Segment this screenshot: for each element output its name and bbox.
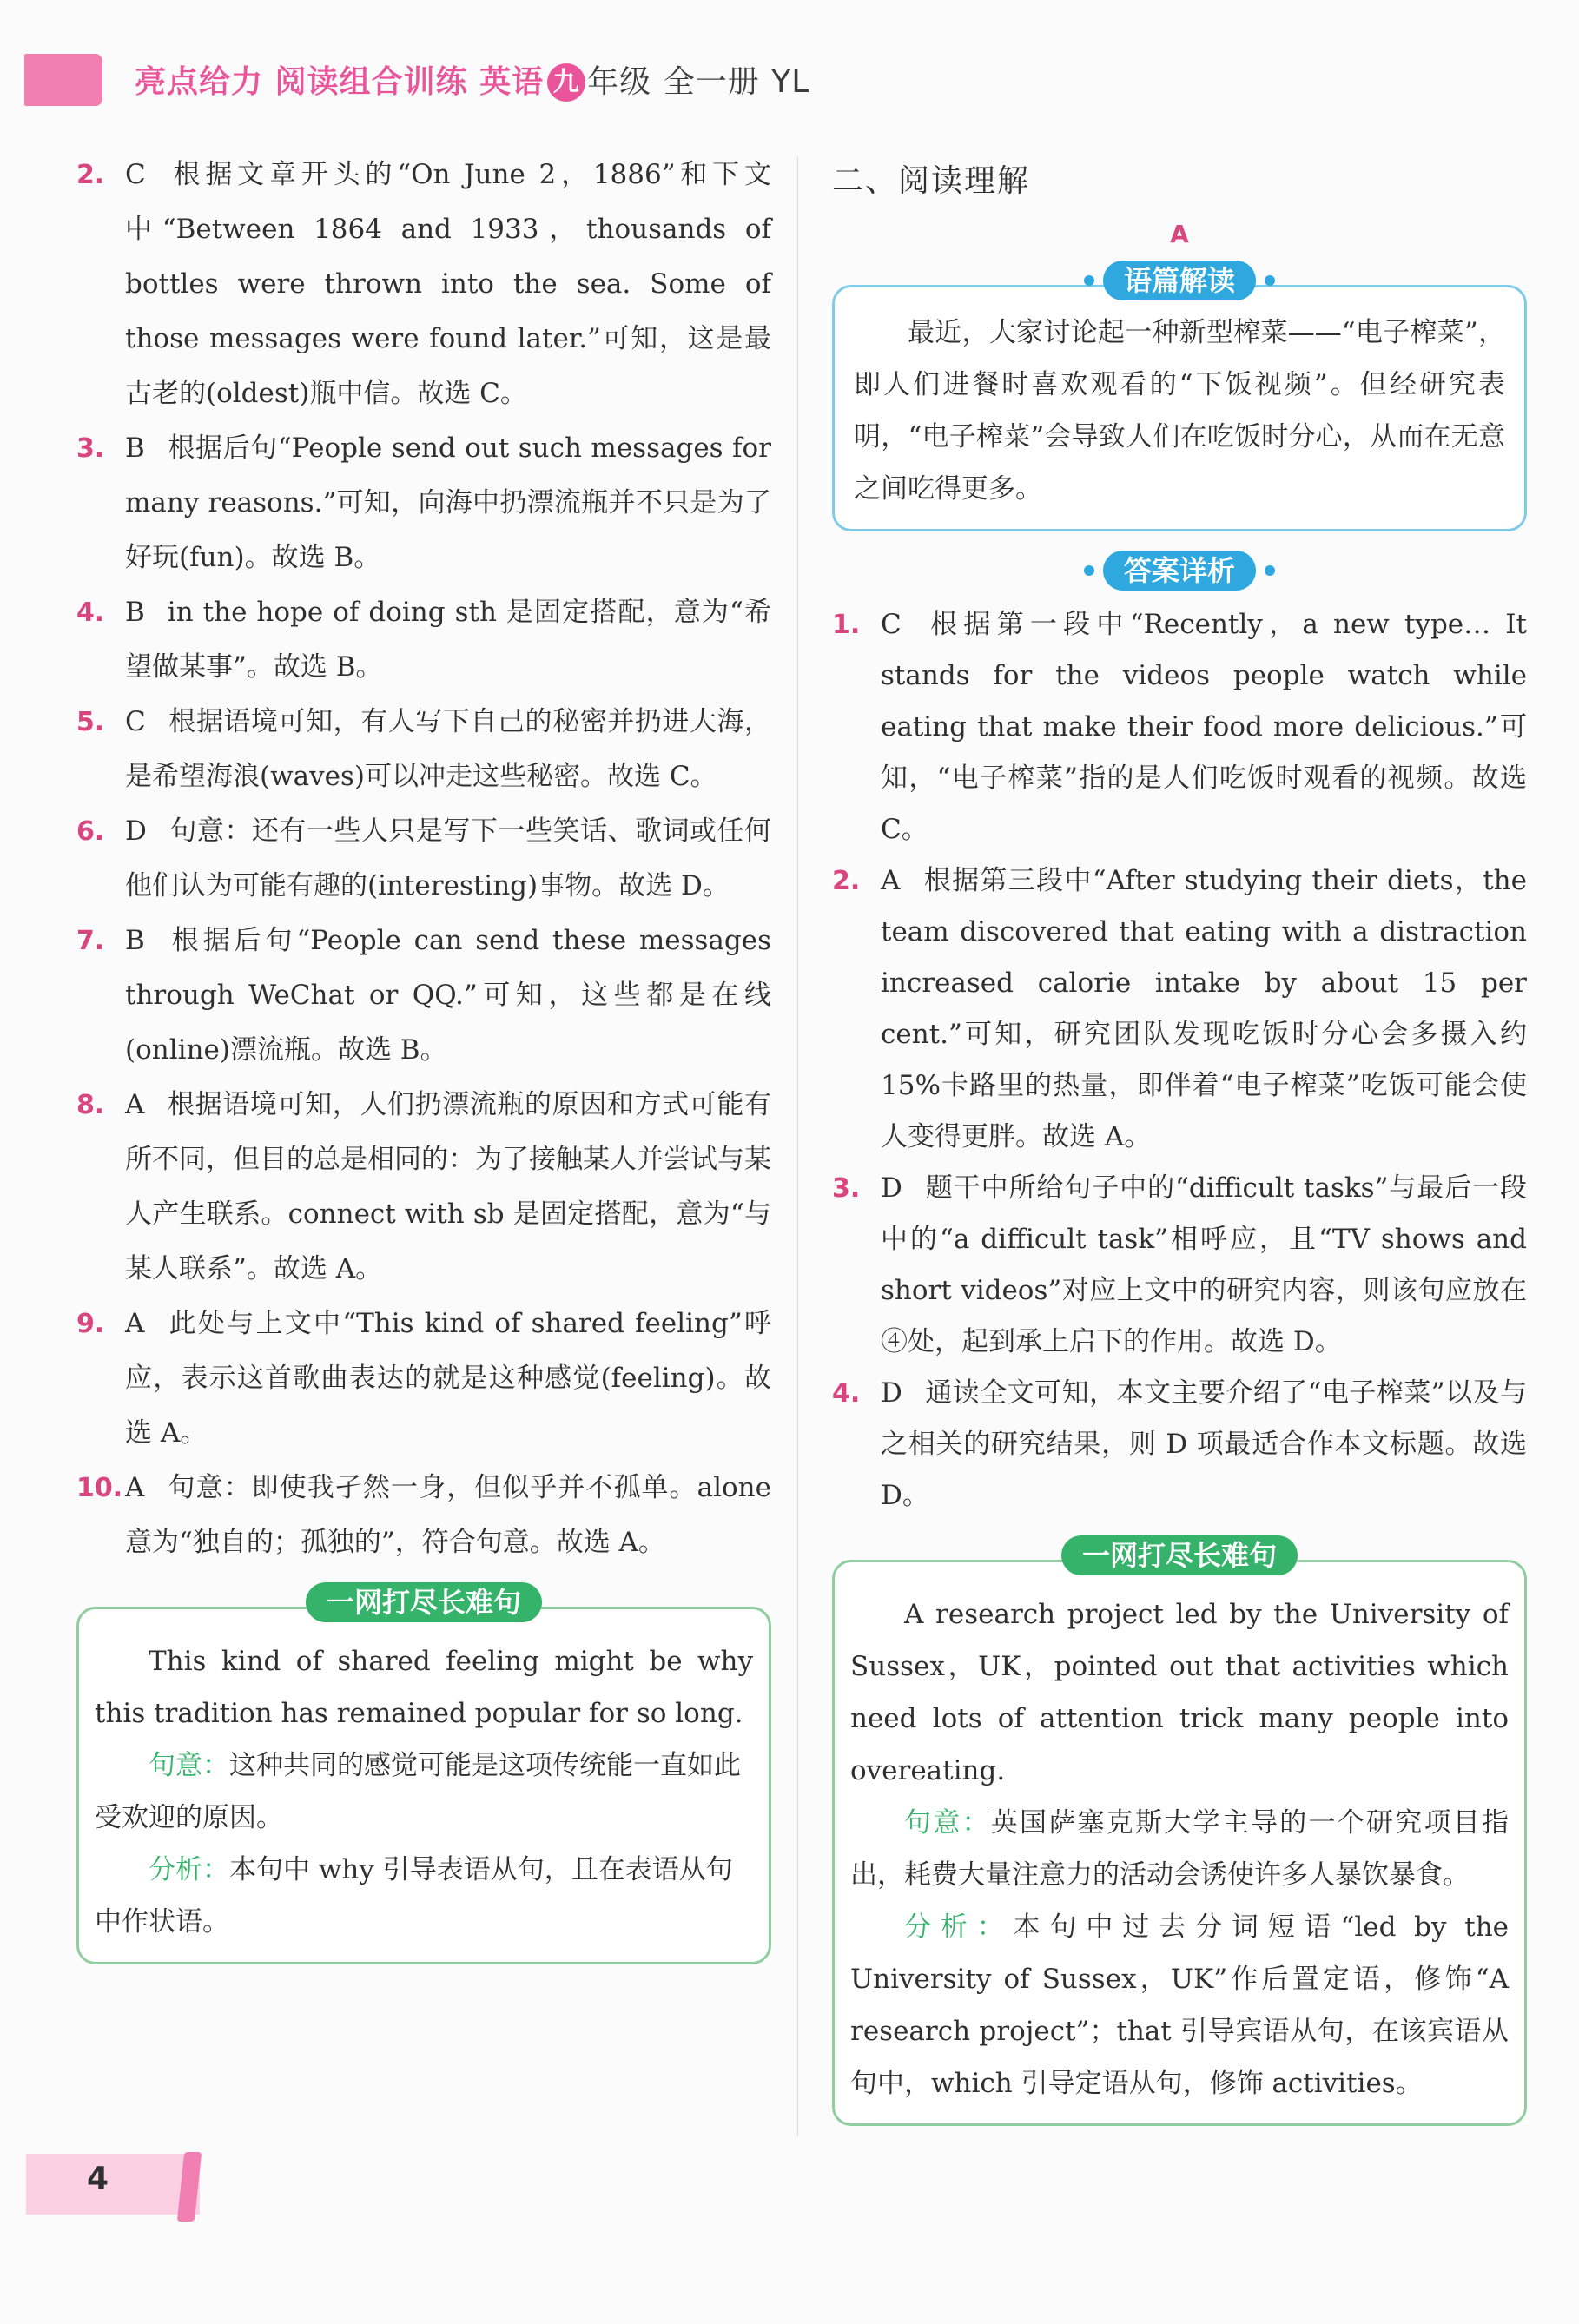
- tag-dot: [1084, 565, 1094, 576]
- explanation: 题干中所给句子中的“difficult tasks”与最后一段中的“a difficult task”相呼应，且“TV shows and short videos”对应上文中的研究内容，则该句应放在④处，起到承上启下的作用。故选 D。: [881, 1172, 1527, 1357]
- long-sentence-tag-row: [76, 1582, 771, 1627]
- grade-word: 年级: [587, 64, 652, 100]
- item-number: 10.: [76, 1473, 123, 1503]
- item-number: 4.: [76, 598, 105, 628]
- item-number: 2.: [76, 160, 105, 190]
- explanation: 通读全文可知，本文主要介绍了“电子榨菜”以及与之相关的研究结果，则 D 项最适合作本文标题。故选 D。: [881, 1377, 1527, 1511]
- meaning-label: 句意：: [904, 1807, 991, 1839]
- sentence-analysis: [95, 1844, 753, 1948]
- answer-item: [76, 695, 771, 804]
- answer-letter: B: [125, 432, 145, 464]
- answer-letter: D: [881, 1172, 902, 1204]
- answers-tag-row: [832, 551, 1527, 596]
- item-number: 6.: [76, 816, 105, 847]
- explanation: 此处与上文中“This kind of shared feeling”呼应，表示这首歌曲表达的就是这种感觉(feeling)。故选 A。: [125, 1308, 771, 1449]
- analysis-label: 分析：: [904, 1911, 1014, 1943]
- explanation: 根据语境可知，人们扔漂流瓶的原因和方式可能有所不同，但目的总是相同的：为了接触某人并尝试与某人产生联系。connect with sb 是固定搭配，意为“与某人联系”。故选 A。: [125, 1089, 771, 1284]
- answer-item: [76, 148, 771, 421]
- explanation: 句意：即使我孑然一身，但似乎并不孤单。alone 意为“独自的；孤独的”，符合句意。故选 A。: [125, 1472, 771, 1558]
- long-sentence-box: [76, 1607, 771, 1964]
- answer-item: [76, 421, 771, 585]
- explanation: in the hope of doing sth 是固定搭配，意为“希望做某事”。故选 B。: [125, 597, 771, 683]
- right-column: [832, 148, 1527, 2126]
- answer-item: [832, 599, 1527, 855]
- volume: 全一册: [663, 64, 760, 100]
- edition: YL: [771, 64, 810, 100]
- explanation: 根据后句“People send out such messages for many reasons.”可知，向海中扔漂流瓶并不只是为了好玩(fun)。故选 B。: [125, 432, 771, 573]
- brand: 亮点给力: [135, 64, 264, 100]
- answer-letter: A: [125, 1308, 145, 1339]
- item-number: 8.: [76, 1090, 105, 1120]
- answer-item: [76, 1297, 771, 1461]
- item-number: 9.: [76, 1309, 105, 1339]
- item-number: 3.: [832, 1173, 861, 1204]
- key-sentence: A research project led by the University of Sussex，UK，pointed out that activities which need lots of attention trick many people into overeating.: [850, 1599, 1509, 1786]
- long-sentence-tag: 一网打尽长难句: [1061, 1535, 1298, 1575]
- explanation: 根据第一段中“Recently，a new type… It stands for the videos people watch while eating that make their food more delicious.”可知，“电子榨菜”指的是人们吃饭时观看的视频。故选 C。: [881, 609, 1527, 845]
- meaning-label: 句意：: [149, 1750, 229, 1781]
- left-column: [76, 148, 771, 1964]
- answer-letter: D: [881, 1377, 902, 1409]
- header-tab: [24, 54, 102, 106]
- explanation: 根据第三段中“After studying their diets，the team discovered that eating with a distraction increased calorie intake by about 15 per cent.”可知，研究团队发现吃饭时分心会多摄入约 15%卡路里的热量，即伴着“电子榨菜”吃饭可能会使人变得更胖。故选 A。: [881, 865, 1527, 1152]
- subject: 英语: [479, 64, 545, 100]
- grade-badge: 九: [547, 63, 585, 102]
- item-number: 2.: [832, 866, 861, 896]
- item-number: 5.: [76, 707, 105, 737]
- long-sentence-tag-row: [832, 1535, 1527, 1581]
- answer-item: [76, 914, 771, 1078]
- answer-item: [832, 1368, 1527, 1522]
- book-title: [135, 57, 809, 102]
- page-number: 4: [87, 2161, 109, 2196]
- column-divider: [797, 156, 798, 2136]
- tag-dot: [1265, 565, 1275, 576]
- answer-letter: C: [125, 706, 146, 737]
- section-title: 二、阅读理解: [832, 163, 1031, 199]
- long-sentence-box: [832, 1560, 1527, 2126]
- item-number: 4.: [832, 1378, 861, 1409]
- series: 阅读组合训练: [274, 64, 468, 100]
- answers-tag-label: 答案详析: [1123, 554, 1235, 587]
- summary-tag-label: 语篇解读: [1123, 264, 1235, 297]
- explanation: 句意：还有一些人只是写下一些笑话、歌词或任何他们认为可能有趣的(interesting)事物。故选 D。: [125, 815, 771, 901]
- answer-item: [832, 855, 1527, 1163]
- page-header: [0, 0, 1579, 130]
- answer-letter: B: [125, 925, 145, 956]
- summary-box: 最近，大家讨论起一种新型榨菜——“电子榨菜”，即人们进餐时喜欢观看的“下饭视频”。但经研究表明，“电子榨菜”会导致人们在吃饭时分心，从而在无意之间吃得更多。: [832, 285, 1527, 531]
- answer-item: [832, 1163, 1527, 1368]
- sentence-analysis: [850, 1901, 1509, 2109]
- answer-letter: B: [125, 597, 145, 628]
- meaning-text: 这种共同的感觉可能是这项传统能一直如此受欢迎的原因。: [95, 1750, 741, 1833]
- item-number: 1.: [832, 610, 861, 640]
- analysis-label: 分析：: [149, 1854, 229, 1885]
- meaning-text: 英国萨塞克斯大学主导的一个研究项目指出，耗费大量注意力的活动会诱使许多人暴饮暴食。: [850, 1807, 1509, 1891]
- item-number: 3.: [76, 433, 105, 464]
- answer-item: [76, 585, 771, 695]
- answer-letter: C: [125, 159, 146, 190]
- explanation: 根据文章开头的“On June 2，1886”和下文中“Between 1864 and 1933，thousands of bottles were thrown into the sea. Some of those messages were found later.”可知，这是最古老的(oldest)瓶中信。故选 C。: [125, 159, 771, 409]
- answer-item: [76, 804, 771, 914]
- answers-tag: [1103, 551, 1256, 591]
- sentence-meaning: [95, 1740, 753, 1844]
- analysis-text: 本句中过去分词短语“led by the University of Sussex，UK”作后置定语，修饰“A research project”；that 引导宾语从句，在该宾语从句中，which 引导定语从句，修饰 activities。: [850, 1911, 1509, 2099]
- section-subtitle: A: [1170, 220, 1189, 248]
- answer-letter: A: [125, 1472, 145, 1503]
- sentence-meaning: [850, 1797, 1509, 1901]
- answer-letter: D: [125, 815, 147, 847]
- key-sentence: This kind of shared feeling might be why this tradition has remained popular for so long.: [95, 1646, 753, 1729]
- analysis-text: 本句中 why 引导表语从句，且在表语从句中作状语。: [95, 1854, 733, 1938]
- summary-tag-row: [832, 261, 1527, 306]
- explanation: 根据语境可知，有人写下自己的秘密并扔进大海，是希望海浪(waves)可以冲走这些秘密。故选 C。: [125, 706, 771, 792]
- tag-dot: [1265, 275, 1275, 286]
- summary-tag: [1103, 261, 1256, 300]
- tag-dot: [1084, 275, 1094, 286]
- item-number: 7.: [76, 926, 105, 956]
- answer-letter: A: [125, 1089, 145, 1120]
- explanation: 根据后句“People can send these messages through WeChat or QQ.”可知，这些都是在线(online)漂流瓶。故选 B。: [125, 925, 771, 1066]
- footer-bar: [26, 2154, 200, 2215]
- answer-item: [76, 1078, 771, 1297]
- answer-item: [76, 1461, 771, 1570]
- answer-letter: A: [881, 865, 901, 896]
- long-sentence-tag: 一网打尽长难句: [306, 1582, 542, 1622]
- answer-letter: C: [881, 609, 902, 640]
